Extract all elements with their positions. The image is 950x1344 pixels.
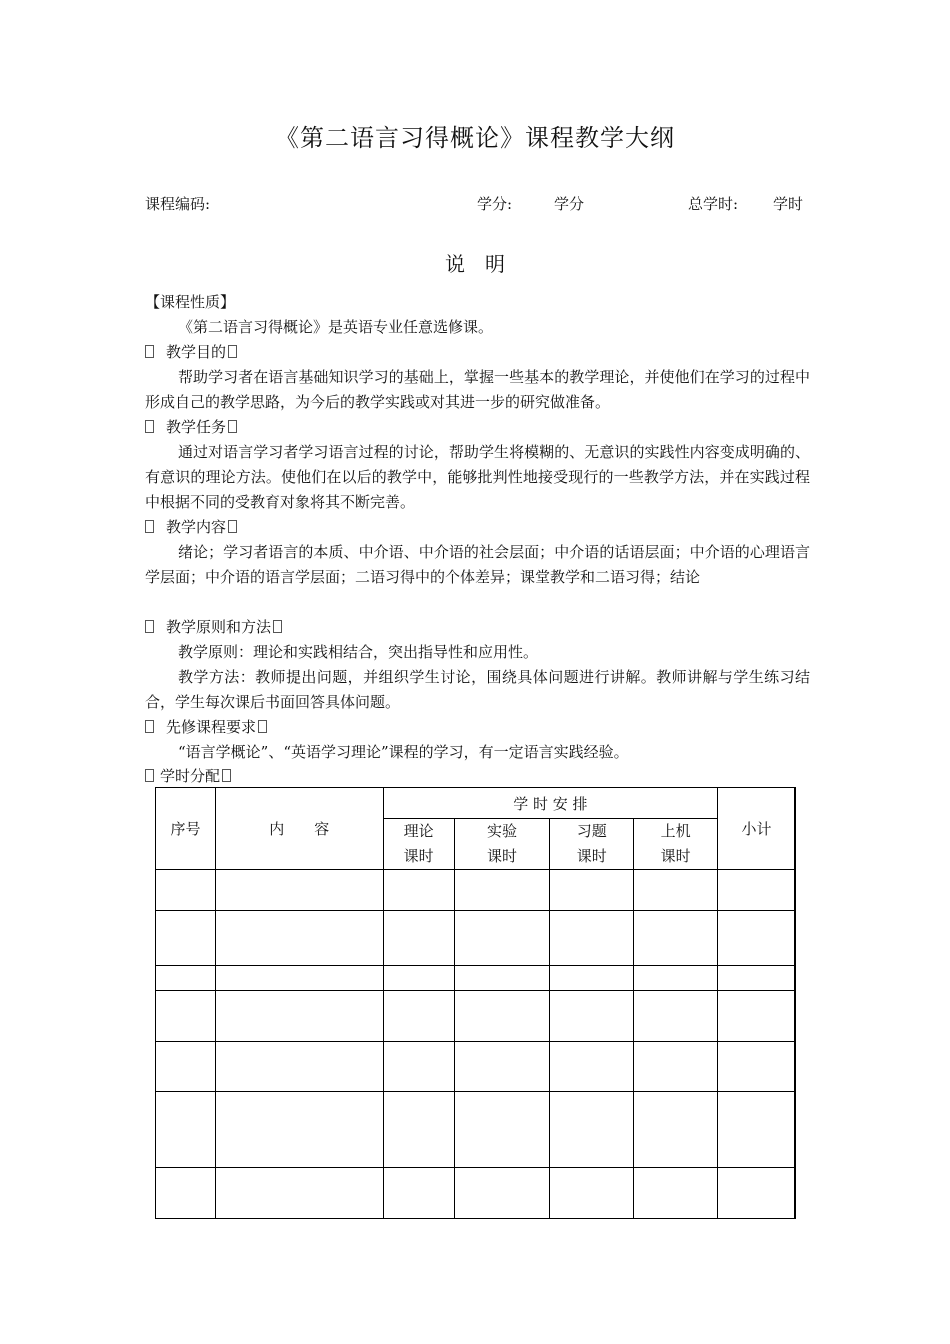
table-row (156, 991, 796, 1042)
header-subtotal: 小计 (718, 788, 796, 870)
bullet-glyph-icon (145, 420, 154, 433)
header-seq: 序号 (156, 788, 216, 870)
bullet-glyph-icon (145, 345, 154, 358)
total-hours-label: 总学时: (688, 195, 739, 213)
hours-allocation-table (155, 787, 796, 1219)
placeholder-glyph-icon (228, 420, 237, 433)
table-outer-border (794, 787, 795, 1219)
placeholder-glyph-icon (258, 720, 267, 733)
purpose-heading: 教学目的 (145, 340, 239, 365)
bullet-glyph-icon (145, 769, 154, 782)
credit-label: 学分: (477, 195, 513, 213)
table-row (156, 966, 796, 991)
table-row (156, 911, 796, 966)
course-code-label: 课程编码: (145, 195, 211, 213)
purpose-text: 帮助学习者在语言基础知识学习的基础上，掌握一些基本的教学理论，并使他们在学习的过程中形成自己的教学思路，为今后的教学实践或对其进一步的研究做准备。 (145, 368, 810, 411)
placeholder-glyph-icon (222, 769, 231, 782)
table-row (156, 1042, 796, 1092)
placeholder-glyph-icon (228, 345, 237, 358)
header-theory: 理论 课时 (383, 819, 454, 870)
task-heading: 教学任务 (145, 415, 239, 440)
page-title: 《第二语言习得概论》课程教学大纲 (275, 124, 675, 152)
principles-heading: 教学原则和方法 (145, 615, 284, 640)
table-row (156, 870, 796, 911)
bullet-glyph-icon (145, 620, 154, 633)
content-text: 绪论；学习者语言的本质、中介语、中介语的社会层面；中介语的话语层面；中介语的心理语言学层面；中介语的语言学层面；二语习得中的个体差异；课堂教学和二语习得；结论 (145, 543, 810, 586)
task-text: 通过对语言学习者学习语言过程的讨论，帮助学生将模糊的、无意识的实践性内容变成明确的、有意识的理论方法。使他们在以后的教学中，能够批判性地接受现行的一些教学方法，并在实践过程中根据不同的受教育对象将其不断完善。 (145, 443, 810, 511)
principles-principle: 教学原则：理论和实践相结合，突出指导性和应用性。 (178, 643, 539, 661)
allocation-heading: 学时分配 (145, 764, 233, 789)
table-row (156, 1092, 796, 1168)
table-row (156, 1168, 796, 1219)
nature-text: 《第二语言习得概论》是英语专业任意选修课。 (178, 318, 494, 336)
bullet-glyph-icon (145, 520, 154, 533)
section-title: 说 明 (445, 252, 505, 276)
table-header-row (156, 788, 796, 819)
header-exercise: 习题 课时 (550, 819, 634, 870)
principles-method: 教学方法：教师提出问题，并组织学生讨论，围绕具体问题进行讲解。教师讲解与学生练习结合，学生每次课后书面回答具体问题。 (145, 668, 810, 711)
credit-unit: 学分 (554, 195, 585, 213)
total-hours-unit: 学时 (773, 195, 804, 213)
nature-heading: 【课程性质】 (145, 293, 236, 311)
content-heading: 教学内容 (145, 515, 239, 540)
header-computer: 上机 课时 (634, 819, 718, 870)
prereq-text: “语言学概论”、“英语学习理论”课程的学习，有一定语言实践经验。 (178, 743, 629, 761)
placeholder-glyph-icon (228, 520, 237, 533)
header-hours-group: 学 时 安 排 (383, 788, 717, 819)
prereq-heading: 先修课程要求 (145, 715, 269, 740)
placeholder-glyph-icon (273, 620, 282, 633)
bullet-glyph-icon (145, 720, 154, 733)
header-experiment: 实验 课时 (454, 819, 550, 870)
header-content: 内 容 (215, 788, 383, 870)
